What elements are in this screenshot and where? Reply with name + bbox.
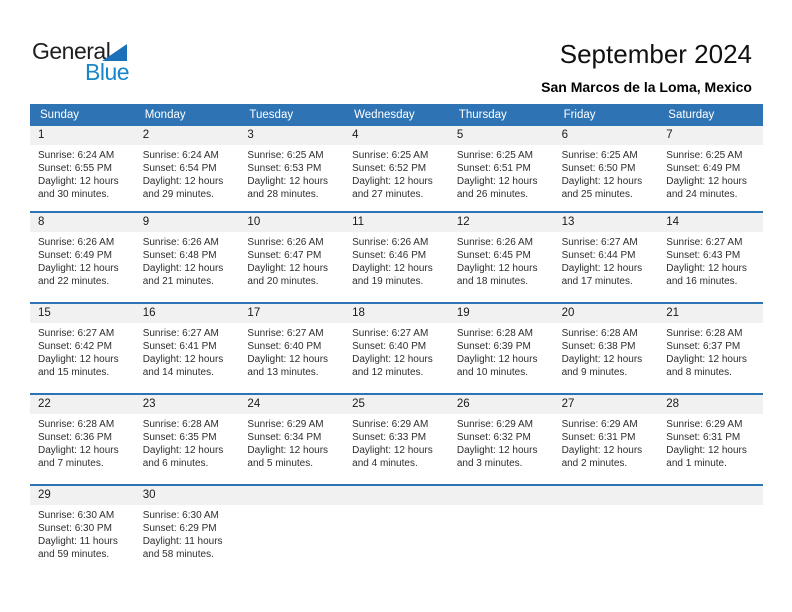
week-row-5 xyxy=(30,484,763,575)
day-detail-line: Sunrise: 6:27 AM xyxy=(666,237,743,248)
day-detail-line: Daylight: 12 hours xyxy=(666,445,747,456)
day-detail-line: Daylight: 12 hours xyxy=(38,176,119,187)
day-number: 25 xyxy=(344,395,449,414)
day-detail-line: Sunrise: 6:28 AM xyxy=(38,419,115,430)
day-details xyxy=(344,414,449,470)
day-detail-line: Sunrise: 6:26 AM xyxy=(352,237,429,248)
day-cell-3 xyxy=(239,126,344,211)
day-detail-line: Sunrise: 6:27 AM xyxy=(38,328,115,339)
day-detail-line: Sunset: 6:44 PM xyxy=(561,250,636,261)
day-detail-line: Daylight: 12 hours xyxy=(456,445,538,456)
day-number: 17 xyxy=(239,304,344,323)
day-details xyxy=(135,505,240,561)
day-detail-line: Daylight: 12 hours xyxy=(352,354,433,365)
day-number: 1 xyxy=(30,126,135,145)
day-detail-line: Sunrise: 6:27 AM xyxy=(247,328,324,339)
day-number xyxy=(449,486,554,505)
day-detail-line: Sunrise: 6:25 AM xyxy=(247,150,324,161)
day-number: 12 xyxy=(449,213,554,232)
day-detail-line: Sunset: 6:43 PM xyxy=(666,250,741,261)
day-detail-line: Daylight: 12 hours xyxy=(38,354,119,365)
day-detail-line: Sunset: 6:34 PM xyxy=(247,432,322,443)
day-cell-2 xyxy=(135,126,240,211)
day-detail-line: Daylight: 12 hours xyxy=(142,263,224,274)
day-detail-line: Sunrise: 6:26 AM xyxy=(38,237,115,248)
day-detail-line: Sunset: 6:46 PM xyxy=(352,250,427,261)
day-details xyxy=(30,505,135,561)
day-number: 18 xyxy=(344,304,449,323)
day-number: 30 xyxy=(135,486,240,505)
day-detail-line: Sunrise: 6:27 AM xyxy=(142,328,219,339)
logo-text-blue: Blue xyxy=(85,59,130,85)
day-details xyxy=(344,232,449,288)
day-details xyxy=(449,145,554,201)
day-number: 23 xyxy=(135,395,240,414)
day-detail-line: and 30 minutes. xyxy=(38,189,110,200)
day-detail-line: and 29 minutes. xyxy=(142,189,214,200)
day-detail-line: Sunset: 6:38 PM xyxy=(561,341,636,352)
day-detail-line: and 21 minutes. xyxy=(142,276,214,287)
day-detail-line: Daylight: 12 hours xyxy=(561,176,643,187)
day-detail-line: Sunrise: 6:29 AM xyxy=(247,419,324,430)
day-details xyxy=(554,232,659,288)
week-row-1 xyxy=(30,126,763,211)
day-number: 28 xyxy=(658,395,763,414)
day-cell-18 xyxy=(344,304,449,393)
day-detail-line: Daylight: 12 hours xyxy=(38,263,119,274)
day-detail-line: and 7 minutes. xyxy=(38,458,104,469)
day-detail-line: Daylight: 12 hours xyxy=(142,354,224,365)
day-detail-line: Daylight: 12 hours xyxy=(666,176,747,187)
day-details xyxy=(239,323,344,379)
day-detail-line: and 16 minutes. xyxy=(666,276,738,287)
day-detail-line: and 3 minutes. xyxy=(456,458,523,469)
day-detail-line: Sunrise: 6:24 AM xyxy=(142,150,219,161)
logo-text-general: General xyxy=(32,38,111,64)
day-details xyxy=(344,323,449,379)
day-cell-empty xyxy=(658,486,763,575)
day-details xyxy=(449,414,554,470)
day-cell-22 xyxy=(30,395,135,484)
day-number: 11 xyxy=(344,213,449,232)
day-cell-13 xyxy=(554,213,659,302)
day-detail-line: Sunset: 6:47 PM xyxy=(247,250,322,261)
day-detail-line: Sunset: 6:39 PM xyxy=(456,341,531,352)
day-cell-25 xyxy=(344,395,449,484)
day-detail-line: Sunrise: 6:28 AM xyxy=(142,419,219,430)
day-number: 10 xyxy=(239,213,344,232)
day-number: 26 xyxy=(449,395,554,414)
general-blue-logo xyxy=(32,38,152,88)
day-detail-line: Sunset: 6:30 PM xyxy=(38,523,112,534)
day-number: 21 xyxy=(658,304,763,323)
day-detail-line: and 5 minutes. xyxy=(247,458,314,469)
day-header-monday: Monday xyxy=(144,109,186,121)
day-cell-24 xyxy=(239,395,344,484)
day-detail-line: Sunset: 6:36 PM xyxy=(38,432,112,443)
day-detail-line: Sunrise: 6:29 AM xyxy=(456,419,533,430)
day-cell-15 xyxy=(30,304,135,393)
day-detail-line: and 25 minutes. xyxy=(561,189,633,200)
day-number: 13 xyxy=(554,213,659,232)
day-detail-line: Sunrise: 6:26 AM xyxy=(247,237,324,248)
day-cell-19 xyxy=(449,304,554,393)
day-detail-line: Daylight: 12 hours xyxy=(247,263,329,274)
day-detail-line: Sunrise: 6:29 AM xyxy=(666,419,743,430)
day-detail-line: Sunset: 6:54 PM xyxy=(142,163,217,174)
day-cell-12 xyxy=(449,213,554,302)
day-detail-line: and 19 minutes. xyxy=(352,276,424,287)
day-detail-line: Daylight: 12 hours xyxy=(561,354,643,365)
day-number xyxy=(658,486,763,505)
day-cell-28 xyxy=(658,395,763,484)
day-cell-9 xyxy=(135,213,240,302)
day-detail-line: Sunrise: 6:28 AM xyxy=(456,328,533,339)
day-detail-line: Daylight: 11 hours xyxy=(142,536,223,547)
day-cell-5 xyxy=(449,126,554,211)
day-detail-line: Sunset: 6:40 PM xyxy=(352,341,427,352)
day-detail-line: and 59 minutes. xyxy=(38,549,110,560)
day-detail-line: Daylight: 12 hours xyxy=(38,445,119,456)
day-detail-line: Sunset: 6:37 PM xyxy=(666,341,741,352)
day-detail-line: and 17 minutes. xyxy=(561,276,633,287)
day-header-saturday: Saturday xyxy=(668,109,715,121)
day-detail-line: Sunrise: 6:28 AM xyxy=(666,328,743,339)
day-detail-line: and 58 minutes. xyxy=(142,549,214,560)
day-detail-line: Sunset: 6:48 PM xyxy=(142,250,217,261)
day-details xyxy=(30,145,135,201)
day-detail-line: Daylight: 12 hours xyxy=(561,445,643,456)
day-details xyxy=(135,414,240,470)
day-header-wednesday: Wednesday xyxy=(354,109,415,121)
day-detail-line: Sunset: 6:51 PM xyxy=(456,163,531,174)
day-detail-line: and 28 minutes. xyxy=(247,189,319,200)
day-detail-line: Sunset: 6:52 PM xyxy=(352,163,427,174)
day-header-thursday: Thursday xyxy=(458,109,507,121)
day-cell-empty xyxy=(239,486,344,575)
day-details xyxy=(239,414,344,470)
day-details xyxy=(239,232,344,288)
day-detail-line: and 4 minutes. xyxy=(352,458,418,469)
day-detail-line: Daylight: 12 hours xyxy=(142,445,224,456)
day-detail-line: Sunset: 6:50 PM xyxy=(561,163,636,174)
day-cell-27 xyxy=(554,395,659,484)
day-number: 27 xyxy=(554,395,659,414)
day-detail-line: Sunrise: 6:25 AM xyxy=(561,150,638,161)
week-row-2 xyxy=(30,211,763,302)
day-detail-line: Sunset: 6:40 PM xyxy=(247,341,322,352)
day-number: 7 xyxy=(658,126,763,145)
day-details xyxy=(30,414,135,470)
page-subtitle: San Marcos de la Loma, Mexico xyxy=(541,79,752,95)
day-cell-7 xyxy=(658,126,763,211)
day-details xyxy=(554,414,659,470)
day-details xyxy=(30,323,135,379)
day-number: 3 xyxy=(239,126,344,145)
day-detail-line: Sunset: 6:49 PM xyxy=(666,163,741,174)
day-cell-1 xyxy=(30,126,135,211)
day-detail-line: Daylight: 12 hours xyxy=(352,445,433,456)
day-detail-line: Sunrise: 6:30 AM xyxy=(38,510,115,521)
day-detail-line: Daylight: 12 hours xyxy=(666,354,747,365)
day-details xyxy=(344,145,449,201)
day-detail-line: and 20 minutes. xyxy=(247,276,319,287)
day-cell-empty xyxy=(449,486,554,575)
day-detail-line: and 2 minutes. xyxy=(561,458,628,469)
day-detail-line: Sunrise: 6:29 AM xyxy=(561,419,638,430)
day-details xyxy=(135,323,240,379)
day-number: 9 xyxy=(135,213,240,232)
day-number: 5 xyxy=(449,126,554,145)
day-detail-line: Sunset: 6:31 PM xyxy=(561,432,636,443)
day-number xyxy=(554,486,659,505)
day-details xyxy=(658,145,763,201)
day-detail-line: Daylight: 12 hours xyxy=(352,263,433,274)
calendar-body xyxy=(30,126,763,575)
day-cell-21 xyxy=(658,304,763,393)
day-detail-line: and 12 minutes. xyxy=(352,367,424,378)
day-number: 14 xyxy=(658,213,763,232)
day-detail-line: Sunrise: 6:24 AM xyxy=(38,150,115,161)
day-cell-14 xyxy=(658,213,763,302)
day-detail-line: and 1 minute. xyxy=(666,458,727,469)
day-cell-23 xyxy=(135,395,240,484)
day-number: 29 xyxy=(30,486,135,505)
day-detail-line: Sunset: 6:55 PM xyxy=(38,163,112,174)
day-number: 19 xyxy=(449,304,554,323)
day-details xyxy=(30,232,135,288)
day-number: 4 xyxy=(344,126,449,145)
day-detail-line: Sunset: 6:29 PM xyxy=(142,523,217,534)
day-detail-line: Sunrise: 6:29 AM xyxy=(352,419,429,430)
week-row-4 xyxy=(30,393,763,484)
day-details xyxy=(658,323,763,379)
day-number: 6 xyxy=(554,126,659,145)
day-detail-line: Sunset: 6:41 PM xyxy=(142,341,217,352)
day-detail-line: Sunrise: 6:27 AM xyxy=(561,237,638,248)
day-cell-4 xyxy=(344,126,449,211)
week-row-3 xyxy=(30,302,763,393)
day-number: 22 xyxy=(30,395,135,414)
day-cell-20 xyxy=(554,304,659,393)
day-detail-line: Sunset: 6:33 PM xyxy=(352,432,427,443)
day-detail-line: Sunset: 6:42 PM xyxy=(38,341,112,352)
calendar-table xyxy=(30,104,763,575)
day-details xyxy=(449,232,554,288)
day-cell-empty xyxy=(344,486,449,575)
day-details xyxy=(449,323,554,379)
day-cell-17 xyxy=(239,304,344,393)
day-detail-line: and 15 minutes. xyxy=(38,367,110,378)
day-detail-line: Sunset: 6:31 PM xyxy=(666,432,741,443)
day-detail-line: Sunrise: 6:26 AM xyxy=(142,237,219,248)
day-detail-line: and 22 minutes. xyxy=(38,276,110,287)
day-detail-line: Sunrise: 6:30 AM xyxy=(142,510,219,521)
day-detail-line: Sunset: 6:53 PM xyxy=(247,163,322,174)
day-cell-16 xyxy=(135,304,240,393)
day-cell-empty xyxy=(554,486,659,575)
day-number: 8 xyxy=(30,213,135,232)
day-detail-line: Daylight: 12 hours xyxy=(456,176,538,187)
day-cell-10 xyxy=(239,213,344,302)
day-detail-line: Daylight: 12 hours xyxy=(456,263,538,274)
day-detail-line: Sunrise: 6:25 AM xyxy=(352,150,429,161)
day-detail-line: Sunrise: 6:25 AM xyxy=(666,150,743,161)
calendar-header-row xyxy=(30,104,763,126)
day-detail-line: and 27 minutes. xyxy=(352,189,424,200)
day-detail-line: Daylight: 11 hours xyxy=(38,536,118,547)
day-cell-6 xyxy=(554,126,659,211)
day-detail-line: and 18 minutes. xyxy=(456,276,529,287)
day-detail-line: Sunrise: 6:26 AM xyxy=(456,237,533,248)
day-cell-30 xyxy=(135,486,240,575)
day-detail-line: Sunset: 6:35 PM xyxy=(142,432,217,443)
day-detail-line: and 8 minutes. xyxy=(666,367,732,378)
day-detail-line: Daylight: 12 hours xyxy=(456,354,538,365)
day-detail-line: Sunset: 6:45 PM xyxy=(456,250,531,261)
day-details xyxy=(135,232,240,288)
day-detail-line: Sunset: 6:49 PM xyxy=(38,250,112,261)
day-details xyxy=(554,145,659,201)
day-cell-26 xyxy=(449,395,554,484)
day-detail-line: and 6 minutes. xyxy=(142,458,209,469)
day-detail-line: Daylight: 12 hours xyxy=(666,263,747,274)
day-header-tuesday: Tuesday xyxy=(249,109,294,121)
day-details xyxy=(658,414,763,470)
day-number: 16 xyxy=(135,304,240,323)
day-detail-line: and 10 minutes. xyxy=(456,367,529,378)
day-detail-line: and 26 minutes. xyxy=(456,189,529,200)
day-header-friday: Friday xyxy=(563,109,596,121)
day-detail-line: Sunset: 6:32 PM xyxy=(456,432,531,443)
day-detail-line: Daylight: 12 hours xyxy=(247,354,329,365)
day-detail-line: Daylight: 12 hours xyxy=(142,176,224,187)
day-detail-line: Daylight: 12 hours xyxy=(352,176,433,187)
day-detail-line: and 9 minutes. xyxy=(561,367,628,378)
page-title: September 2024 xyxy=(559,39,752,69)
day-cell-29 xyxy=(30,486,135,575)
day-details xyxy=(658,232,763,288)
day-cell-11 xyxy=(344,213,449,302)
day-detail-line: and 13 minutes. xyxy=(247,367,319,378)
day-detail-line: and 14 minutes. xyxy=(142,367,214,378)
day-header-sunday: Sunday xyxy=(40,109,80,121)
day-details xyxy=(239,145,344,201)
day-number: 15 xyxy=(30,304,135,323)
day-number: 20 xyxy=(554,304,659,323)
day-number: 24 xyxy=(239,395,344,414)
day-detail-line: Daylight: 12 hours xyxy=(247,445,329,456)
day-detail-line: Daylight: 12 hours xyxy=(561,263,643,274)
day-detail-line: Daylight: 12 hours xyxy=(247,176,329,187)
day-number xyxy=(239,486,344,505)
day-details xyxy=(554,323,659,379)
day-detail-line: Sunrise: 6:28 AM xyxy=(561,328,638,339)
day-detail-line: Sunrise: 6:25 AM xyxy=(456,150,533,161)
day-detail-line: Sunrise: 6:27 AM xyxy=(352,328,429,339)
day-cell-8 xyxy=(30,213,135,302)
day-detail-line: and 24 minutes. xyxy=(666,189,738,200)
day-details xyxy=(135,145,240,201)
day-number: 2 xyxy=(135,126,240,145)
day-number xyxy=(344,486,449,505)
